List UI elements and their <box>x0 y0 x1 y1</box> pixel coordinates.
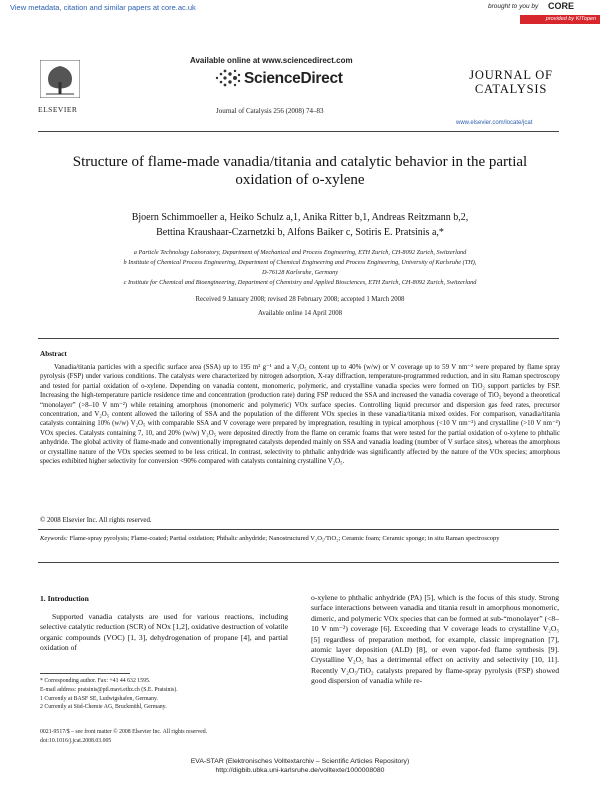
core-metadata-link[interactable]: View metadata, citation and similar papers at core.ac.uk <box>10 3 196 12</box>
provided-by-badge[interactable]: provided by KITopen <box>520 15 600 24</box>
brought-by-text: brought to you by <box>488 3 539 10</box>
header-divider <box>38 131 559 132</box>
keywords <box>40 534 560 543</box>
affiliation-b-line1: b Institute of Chemical Process Engineering, Department of Chemical Engineering and Process Engineering, University of Karlsruhe (TH), <box>123 259 477 266</box>
doi-link[interactable]: doi:10.1016/j.jcat.2008.03.005 <box>40 737 112 744</box>
intro-right-column: o-xylene to phthalic anhydride (PA) [5], which is the focus of this study. Strong surface interactions between vanadia and titania result in amorphous monomeric, dimeric, and polymeric VOx species that can be formed at sub-“monolayer” (<8–10 V nm⁻²) coverage [6]. Exceeding that V coverage leads to crystalline V₂O₅ [5] regardless of preparation method, for example, classic impregnation [7], atomic layer deposition (ALD) [8], or even vapor-fed flame synthesis [9]. Crystalline V₂O₅ has a detrimental effect on activity and selectivity [10, 11]. Recently V₂O₅/TiO₂ catalysts prepared by flame-spray pyrolysis (FSP) showed good dispersion of vanadia while re- <box>311 593 559 686</box>
journal-title <box>466 68 556 96</box>
author-list <box>60 210 540 240</box>
journal-title-line2: CATALYSIS <box>474 82 548 96</box>
online-date: Available online 14 April 2008 <box>257 310 343 317</box>
keywords-label: Keywords: <box>40 535 68 542</box>
journal-url-link[interactable]: www.elsevier.com/locate/jcat <box>456 120 533 126</box>
abstract-text: Vanadia/titania particles with a specific surface area (SSA) up to 195 m² g⁻¹ and a V₂O₅ content up to 40% (w/w) or V coverage up to 59 V nm⁻² were prepared by flame spray pyrolysis (FSP) under various conditions. The catalysts were characterized by nitrogen adsorption, X-ray diffraction, temperature-programmed reduction, and in situ Raman spectroscopy and tested for partial oxidation of o-xylene. Depending on vanadia content, monomeric, polymeric, and crystalline vanadia species were formed on TiO₂ support particles by FSP. Increasing the high-temperature particle residence time and concentration (production rate) during FSP reduced the SSA and increased the vanadia coverage of TiO₂ beyond a theoretical “monolayer” (>8–10 V nm⁻²) while retaining amorphous (monomeric and polymeric) VOx surface species. Controlling liquid precursor and dispersion gas feed rates, precursor concentration, and V₂O₅ content allowed the tailoring of SSA and the population of the different VOx species in these vanadia/titania mixed oxides. For comparison, vanadia/titania catalysts containing 10% (w/w) V₂O₅ with comparable SSA and V coverage were prepared by impregnation, resulting in typical amorphous (<10 V nm⁻²) and crystalline (>10 V nm⁻²) VOx species. Catalysts containing 7, 10, and 20% (w/w) V₂O₅ were deposited directly from the flame on ceramic foams that were tested for the partial oxidation of o-xylene to phthalic anhydride. The global activity of flame-made and conventionally impregnated catalysts depended mainly on SSA and vanadia loading (number of V surface sites), whereas the amorphous or crystalline nature of the VOx species seemed to be less critical. In contrast, selectivity to phthalic anhydride was significantly affected by the nature of the VOx species; amorphous species exhibited higher selectivity for conversion <90% compared with catalysts containing crystalline V₂O₅. <box>40 364 560 466</box>
abstract-heading: Abstract <box>40 350 67 358</box>
journal-citation: Journal of Catalysis 256 (2008) 74–83 <box>216 107 324 115</box>
authors-line1: Bjoern Schimmoeller a, Heiko Schulz a,1, Anika Ritter b,1, Andreas Reitzmann b,2, <box>131 212 469 223</box>
received-dates: Received 9 January 2008; revised 28 February 2008; accepted 1 March 2008 <box>195 296 405 303</box>
footnotes <box>40 677 288 712</box>
sciencedirect-dots-icon <box>213 68 241 88</box>
intro-left-column: Supported vanadia catalysts are used for various reactions, including selective catalytic reduction (SCR) of NOx [1,2], oxidative destruction of volatile organic compounds (VOC) [1, 3], dehydrogenation of propane [4], and partial oxidation of <box>40 612 288 653</box>
elsevier-tree-logo-icon <box>40 60 80 98</box>
repository-url[interactable]: http://digbib.ubka.uni-karlsruhe.de/volltexte/1000008080 <box>215 767 385 775</box>
keywords-bottom-divider <box>38 562 559 563</box>
title-line2: oxidation of o-xylene <box>235 172 365 188</box>
issn-block <box>40 728 207 746</box>
abstract-copyright: © 2008 Elsevier Inc. All rights reserved. <box>40 517 152 524</box>
available-online-text: Available online at www.sciencedirect.com <box>190 56 353 65</box>
article-title <box>50 153 550 189</box>
sciencedirect-wordmark: ScienceDirect <box>244 70 343 87</box>
section-heading-introduction: 1. Introduction <box>40 594 89 603</box>
abstract-top-divider <box>38 338 559 339</box>
repository-footer <box>100 757 500 775</box>
footnote-divider <box>40 673 130 674</box>
footnote-corresponding: * Corresponding author. Fax: +41 44 632 1595. <box>40 678 151 684</box>
footnote-email[interactable]: E-mail address: pratsinis@ptl.mavt.ethz.ch (S.E. Pratsinis). <box>40 686 178 693</box>
affiliation-a: a Particle Technology Laboratory, Department of Mechanical and Process Engineering, ETH Zurich, CH-8092 Zurich, Switzerland <box>133 249 467 256</box>
footnote-2: 2 Currently at Süd-Chemie AG, Bruckmühl, Germany. <box>40 704 167 711</box>
affiliation-c: c Institute for Chemical and Bioengineering, Department of Chemistry and Applied Biosciences, ETH Zurich, CH-8092 Zurich, Switzerland <box>123 279 477 286</box>
journal-title-line1: JOURNAL OF <box>469 68 553 82</box>
keywords-top-divider <box>38 529 559 530</box>
affiliations <box>70 248 530 288</box>
title-line1: Structure of flame-made vanadia/titania and catalytic behavior in the partial <box>72 154 528 170</box>
authors-line2: Bettina Kraushaar-Czarnetzki b, Alfons Baiker c, Sotiris E. Pratsinis a,* <box>156 227 444 238</box>
publisher-name: ELSEVIER <box>38 105 78 114</box>
footnote-1: 1 Currently at BASF SE, Ludwigshafen, Germany. <box>40 695 158 702</box>
core-logo[interactable]: CORE <box>548 1 575 11</box>
issn-line: 0021-9517/$ – see front matter © 2008 Elsevier Inc. All rights reserved. <box>40 729 208 735</box>
keywords-text: Flame-spray pyrolysis; Flame-coated; Partial oxidation; Phthalic anhydride; Nanostructured V₂O₅/TiO₂; Ceramic foam; Ceramic sponge; in situ Raman spectroscopy <box>69 535 500 542</box>
repository-name: EVA-STAR (Elektronisches Volltextarchiv – Scientific Articles Repository) <box>190 758 410 765</box>
affiliation-b-line2: D-76128 Karlsruhe, Germany <box>261 269 339 276</box>
